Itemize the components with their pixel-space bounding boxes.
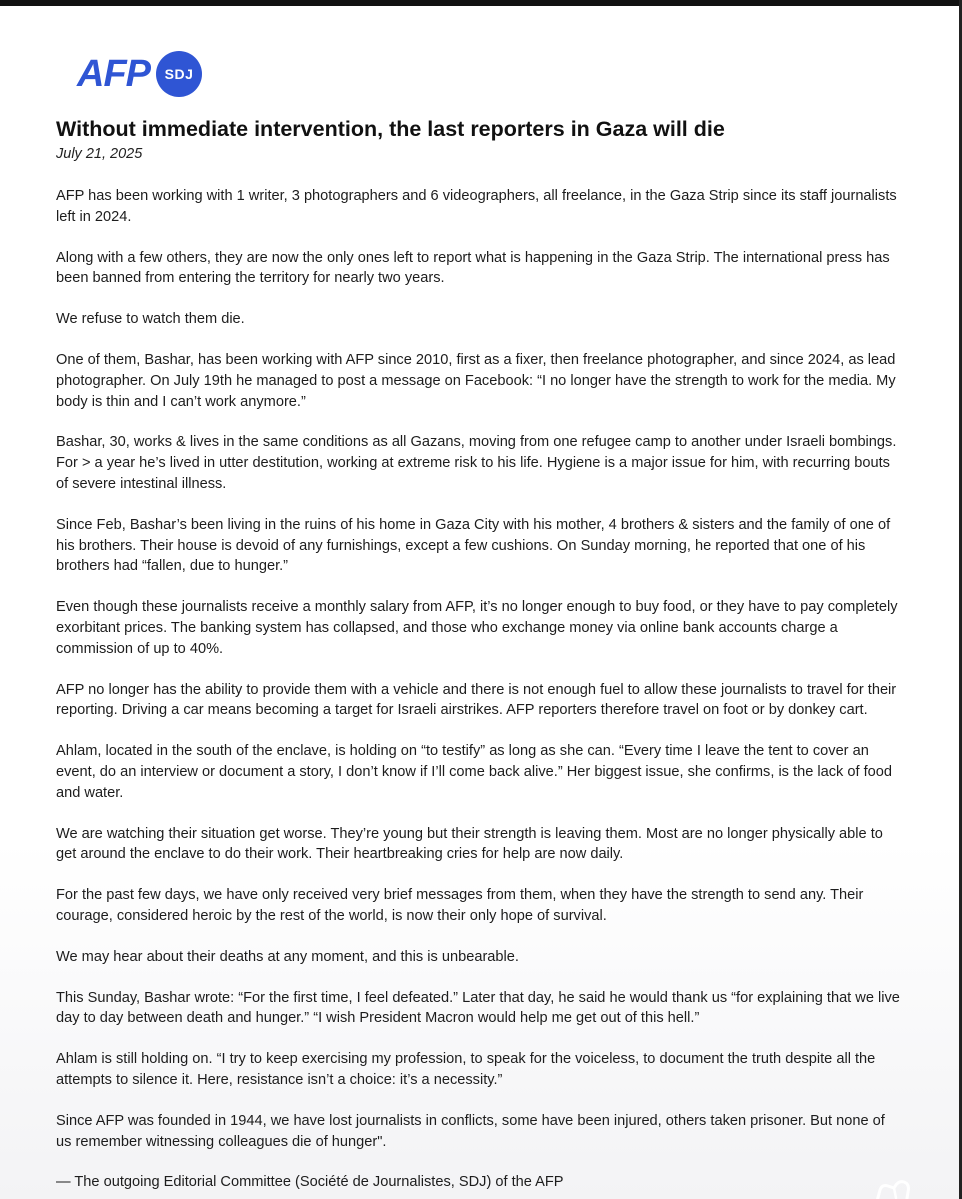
signoff: — The outgoing Editorial Committee (Société de Journalistes, SDJ) of the AFP <box>56 1174 564 1191</box>
paragraph: For the past few days, we have only received very brief messages from them, when they have the strength to send any. Their courage, considered heroic by the rest of the world, is now their only hope of survival. <box>56 887 864 924</box>
document-page <box>0 6 959 1199</box>
paragraph: AFP has been working with 1 writer, 3 photographers and 6 videographers, all freelance, in the Gaza Strip since its staff journalists left in 2024. <box>56 188 897 225</box>
article-title: Without immediate intervention, the last reporters in Gaza will die <box>56 117 725 141</box>
paragraph: We are watching their situation get worse. They’re young but their strength is leaving them. Most are no longer physically able to get around the enclave to do their work. Their heartbreaking cries for help are now daily. <box>56 825 883 863</box>
paragraph: Ahlam, located in the south of the enclave, is holding on “to testify” as long as she can. “Every time I leave the tent to cover an event, do an interview or document a story, I don’t know if I’ll come back alive.” Her biggest issue, she confirms, is the lack of food and water. <box>56 743 893 801</box>
afp-wordmark: AFP <box>77 53 150 95</box>
paragraph: Ahlam is still holding on. “I try to keep exercising my profession, to speak for the voiceless, to document the truth despite all the attempts to silence it. Here, resistance isn’t a choice: it’s a necessity.” <box>56 1051 876 1088</box>
article-body <box>56 186 904 1193</box>
paragraph: Along with a few others, they are now the only ones left to report what is happening in the Gaza Strip. The international press has been banned from entering the territory for nearly two years. <box>56 249 890 287</box>
hand-swipe-icon[interactable] <box>866 1172 916 1199</box>
paragraph: Bashar, 30, works & lives in the same conditions as all Gazans, moving from one refugee camp to another under Israeli bombings. For > a year he’s lived in utter destitution, working at extreme risk to his life. Hygiene is a major issue for him, with recurring bouts of severe intestinal illness. <box>56 434 897 492</box>
paragraph: Since AFP was founded in 1944, we have lost journalists in conflicts, some have been injured, others taken prisoner. But none of us remember witnessing colleagues die of hunger". <box>56 1112 885 1150</box>
paragraph: One of them, Bashar, has been working with AFP since 2010, first as a fixer, then freelance photographer, and since 2024, as lead photographer. On July 19th he managed to post a message on Facebook: “I no longer have the strength to work for the media. My body is thin and I can’t work anymore.” <box>56 351 896 410</box>
paragraph: AFP no longer has the ability to provide them with a vehicle and there is not enough fuel to allow these journalists to travel for their reporting. Driving a car means becoming a target for Israeli airstrikes. AFP reporters therefore travel on foot or by donkey cart. <box>56 681 897 719</box>
paragraph: Since Feb, Bashar’s been living in the ruins of his home in Gaza City with his mother, 4 brothers & sisters and the family of one of his brothers. Their house is devoid of any furnishings, except a few cushions. On Sunday morning, he reported that one of his brothers had “fallen, due to hunger.” <box>56 516 891 575</box>
paragraph: This Sunday, Bashar wrote: “For the first time, I feel defeated.” Later that day, he said he would thank us “for explaining that we live day to day between death and hunger.” “I wish President Macron would help me get out of this hell.” <box>56 989 900 1027</box>
article-date: July 21, 2025 <box>56 146 143 162</box>
paragraph: We may hear about their deaths at any moment, and this is unbearable. <box>56 948 519 965</box>
paragraph: We refuse to watch them die. <box>56 311 245 328</box>
afp-sdj-logo <box>77 48 202 100</box>
paragraph: Even though these journalists receive a monthly salary from AFP, it’s no longer enough to buy food, or they have to pay completely exorbitant prices. The banking system has collapsed, and those who exchange money via online bank accounts charge a commission of up to 40%. <box>56 599 898 657</box>
sdj-badge: SDJ <box>156 51 202 97</box>
